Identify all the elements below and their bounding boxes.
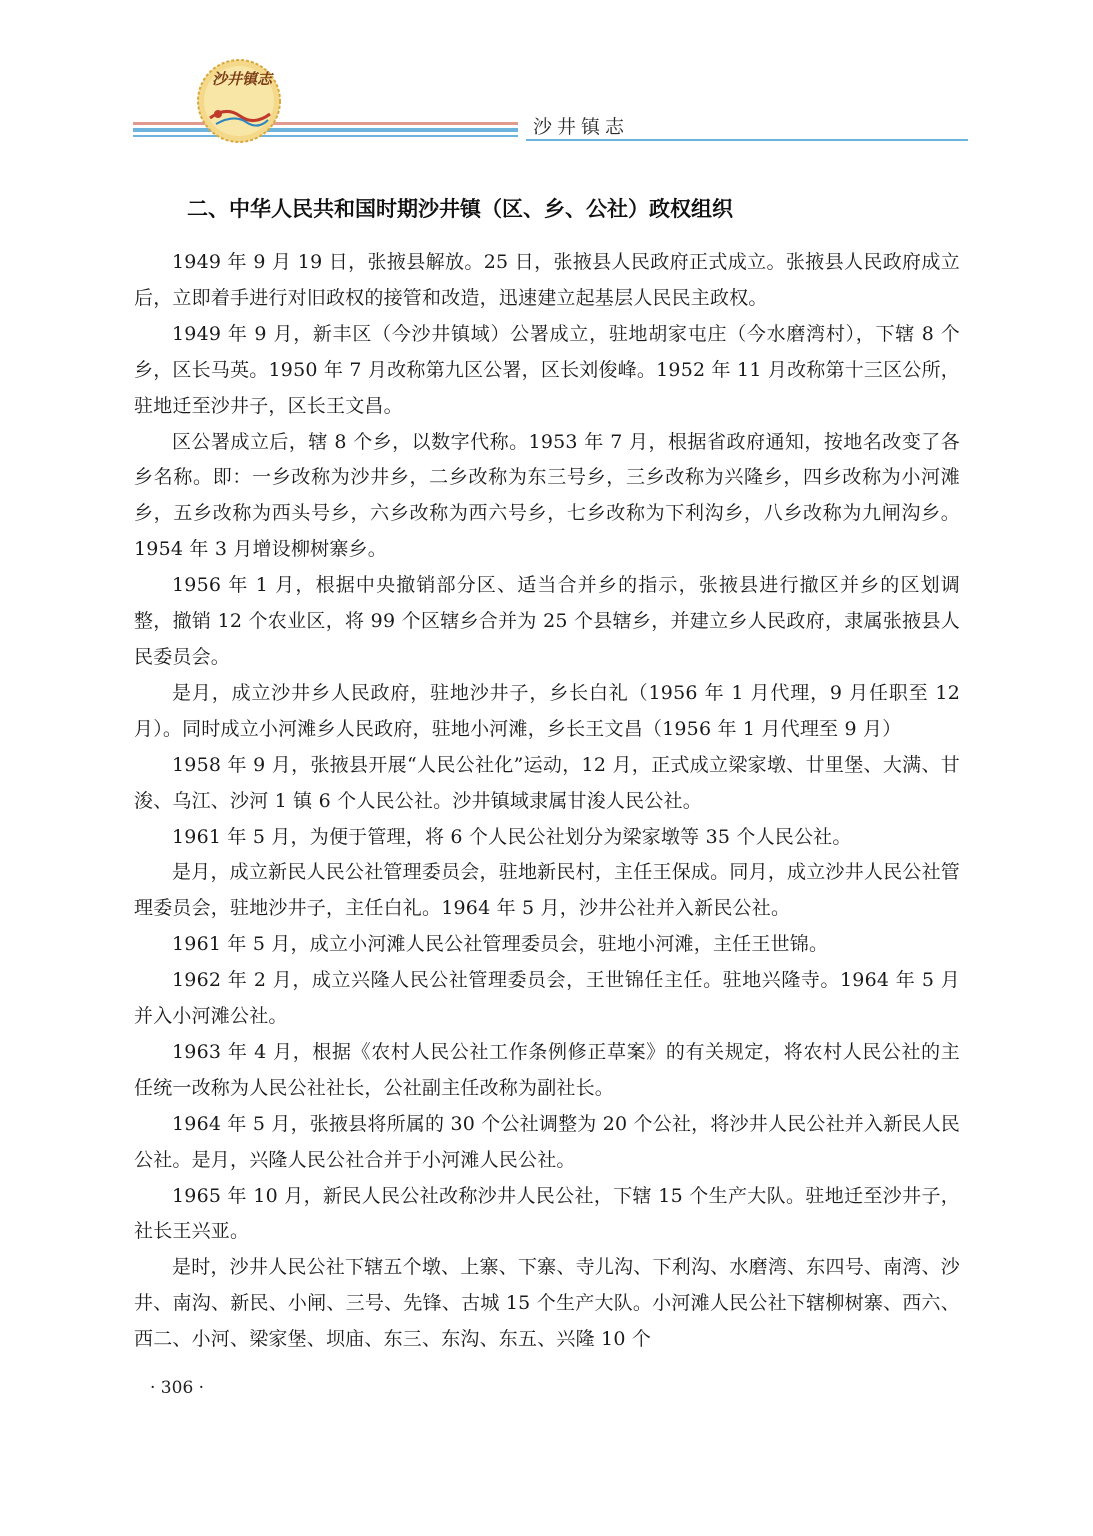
paragraph: 是月，成立新民人民公社管理委员会，驻地新民村，主任王保成。同月，成立沙井人民公社管理委员会，驻地沙井子，主任白礼。1964 年 5 月，沙井公社并入新民公社。 xyxy=(134,861,960,920)
paragraph: 是月，成立沙井乡人民政府，驻地沙井子，乡长白礼（1956 年 1 月代理，9 月任职至 12 月）。同时成立小河滩乡人民政府，驻地小河滩，乡长王文昌（1956 年 1 月代理至 9 月） xyxy=(134,681,960,740)
header-rule-blue xyxy=(133,128,518,132)
paragraph: 1958 年 9 月，张掖县开展“人民公社化”运动，12 月，正式成立梁家墩、廿里堡、大满、甘浚、乌江、沙河 1 镇 6 个人民公社。沙井镇域隶属甘浚人民公社。 xyxy=(134,753,960,812)
paragraph: 区公署成立后，辖 8 个乡，以数字代称。1953 年 7 月，根据省政府通知，按地名改变了各乡名称。即：一乡改称为沙井乡，二乡改称为东三号乡，三乡改称为兴隆乡，四乡改称为小河滩乡，五乡改称为西头号乡，六乡改称为西六号乡，七乡改称为下利沟乡，八乡改称为九闸沟乡。1954 年 3 月增设柳树寨乡。 xyxy=(134,430,960,561)
paragraph: 1963 年 4 月，根据《农村人民公社工作条例修正草案》的有关规定，将农村人民公社的主任统一改称为人民公社社长，公社副主任改称为副社长。 xyxy=(134,1040,960,1099)
running-title: 沙井镇志 xyxy=(533,116,630,138)
body-text xyxy=(134,245,960,1358)
paragraph: 1962 年 2 月，成立兴隆人民公社管理委员会，王世锦任主任。驻地兴隆寺。1964 年 5 月并入小河滩公社。 xyxy=(134,969,960,1028)
page-number: · 306 · xyxy=(150,1378,205,1398)
paragraph: 1949 年 9 月，新丰区（今沙井镇域）公署成立，驻地胡家屯庄（今水磨湾村），下辖 8 个乡，区长马英。1950 年 7 月改称第九区公署，区长刘俊峰。1952 年 11 月改称第十三区公所，驻地迁至沙井子，区长王文昌。 xyxy=(134,322,960,417)
paragraph: 1961 年 5 月，成立小河滩人民公社管理委员会，驻地小河滩，主任王世锦。 xyxy=(172,933,829,956)
paragraph: 1964 年 5 月，张掖县将所属的 30 个公社调整为 20 个公社，将沙井人民公社并入新民人民公社。是月，兴隆人民公社合并于小河滩人民公社。 xyxy=(134,1112,960,1171)
header-rule-blue-thin xyxy=(133,135,518,137)
paragraph: 1961 年 5 月，为便于管理，将 6 个人民公社划分为梁家墩等 35 个人民公社。 xyxy=(172,825,852,848)
header-rule-right xyxy=(526,139,968,141)
section-title: 二、中华人民共和国时期沙井镇（区、乡、公社）政权组织 xyxy=(187,197,733,221)
paragraph: 1965 年 10 月，新民人民公社改称沙井人民公社，下辖 15 个生产大队。驻地迁至沙井子，社长王兴亚。 xyxy=(134,1184,960,1243)
page-header xyxy=(0,0,1093,150)
paragraph: 1956 年 1 月，根据中央撤销部分区、适当合并乡的指示，张掖县进行撤区并乡的区划调整，撤销 12 个农业区，将 99 个区辖乡合并为 25 个县辖乡，并建立乡人民政府，隶属张掖县人民委员会。 xyxy=(134,574,960,668)
paragraph: 1949 年 9 月 19 日，张掖县解放。25 日，张掖县人民政府正式成立。张掖县人民政府成立后，立即着手进行对旧政权的接管和改造，迅速建立起基层人民民主政权。 xyxy=(134,251,960,309)
header-rule-red xyxy=(133,122,518,125)
emblem-text: 沙井镇志 xyxy=(212,70,273,88)
paragraph: 是时，沙井人民公社下辖五个墩、上寨、下寨、寺儿沟、下利沟、水磨湾、东四号、南湾、沙井、南沟、新民、小闸、三号、先锋、古城 15 个生产大队。小河滩人民公社下辖柳树寨、西六、西二、小河、梁家堡、坝庙、东三、东沟、东五、兴隆 10 个 xyxy=(134,1256,960,1351)
